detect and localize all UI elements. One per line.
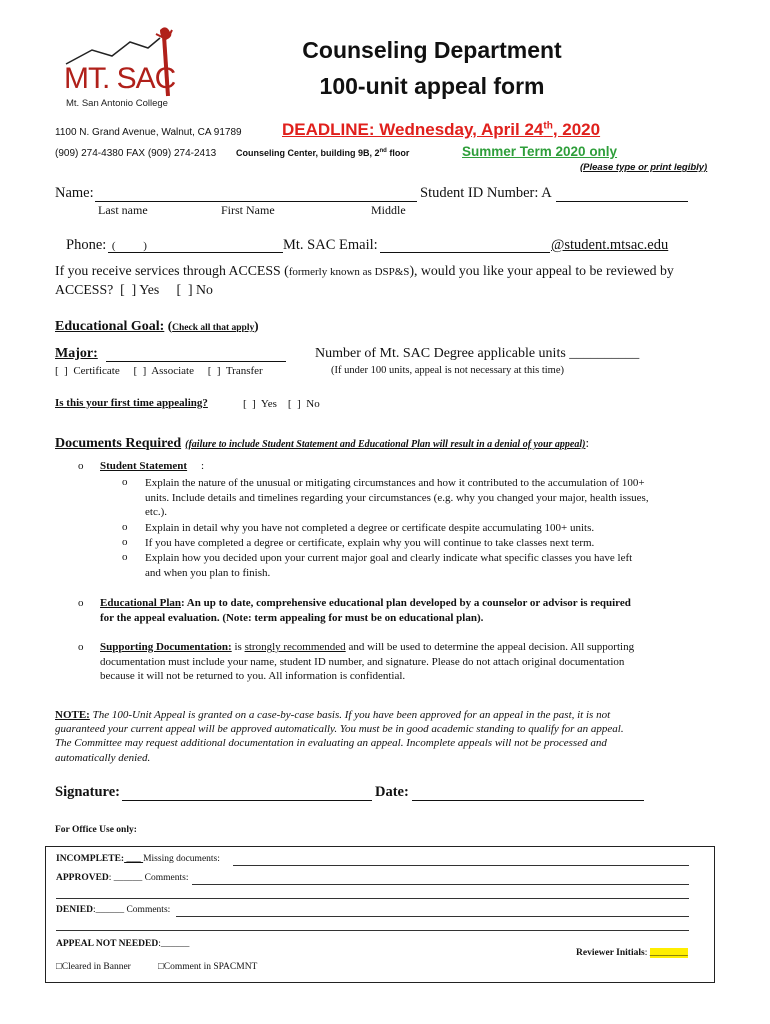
educational-plan: Educational Plan: An up to date, comprehensive educational plan developed by a counselor or advisor is required (100, 597, 631, 609)
student-statement-label: Student Statement (100, 460, 188, 472)
page-title-line1: Counseling Department (302, 37, 562, 63)
phone-label: Phone: ( ) (66, 237, 147, 253)
note: NOTE: The 100-Unit Appeal is granted on a case-by-case basis. If you have been approved for an appeal in the past, it is not (55, 709, 611, 721)
term: Summer Term 2020 only (462, 144, 618, 159)
goal-options[interactable]: [ ] Certificate [ ] Associate [ ] Transfer (55, 365, 263, 377)
educational-plan-line2: for the appeal evaluation. (Note: term appealing for must be on educational plan). (100, 612, 484, 624)
statement-item-1c: etc.). (145, 506, 167, 518)
sub-bullet: o (122, 536, 128, 548)
instruction: (Please type or print legibly) (580, 162, 708, 173)
statement-item-1b: units. Include details and timelines regarding your circumstances (e.g. why you changed your major, health issues, (145, 492, 649, 504)
note-line2: guaranteed your current appeal will be approved automatically. You must be in good academic standing to qualify for an appeal. (55, 723, 624, 735)
approved-comments-line2[interactable] (56, 898, 689, 899)
sub-bullet: o (122, 476, 128, 488)
student-id-label: Student ID Number: A (420, 185, 552, 201)
student-id-field[interactable] (556, 186, 688, 202)
statement-item-4b: and when you plan to finish. (145, 567, 271, 579)
phone-field[interactable] (108, 238, 283, 253)
access-options[interactable]: ACCESS? [ ] Yes [ ] No (55, 282, 213, 297)
statement-item-4: Explain how you decided upon your current major goal and clearly indicate what specific classes you have left (145, 552, 633, 564)
bullet-statement: o (78, 460, 84, 472)
phone-fax: (909) 274-4380 FAX (909) 274-2413 (55, 148, 217, 159)
note-line4: automatically denied. (55, 752, 151, 764)
approved-comments-field[interactable] (192, 884, 689, 885)
signature-label: Signature: (55, 784, 120, 800)
access-question: If you receive services through ACCESS (formerly known as DSP&S), would you like your appeal to be reviewed by (55, 263, 674, 278)
sub-bullet: o (122, 521, 128, 533)
denied-comments-field[interactable] (176, 916, 689, 917)
comment-in-spacmnt-checkbox[interactable]: □Comment in SPACMNT (158, 962, 258, 972)
statement-item-3: If you have completed a degree or certificate, explain why you will continue to take classes next term. (145, 537, 595, 549)
first-time-label: Is this your first time appealing? (55, 397, 208, 409)
cleared-in-banner-checkbox[interactable]: □Cleared in Banner (56, 962, 131, 972)
missing-documents-field[interactable] (233, 865, 689, 866)
denied-row: DENIED:______ Comments: (56, 905, 171, 915)
approved-row: APPROVED: ______ Comments: (56, 873, 189, 883)
first-time-options[interactable]: [ ] Yes [ ] No (243, 398, 320, 410)
signature-field[interactable] (122, 785, 372, 801)
email-label: Mt. SAC Email: (283, 237, 378, 253)
reviewer-initials-field[interactable]: ________ (649, 948, 688, 958)
middle-caption: Middle (371, 203, 406, 217)
email-domain: @student.mtsac.edu (551, 237, 669, 253)
major-field[interactable] (106, 347, 286, 362)
date-label: Date: (375, 784, 409, 800)
email-field[interactable] (380, 238, 550, 253)
major-label: Major: (55, 346, 98, 361)
page-title-line2: 100-unit appeal form (319, 73, 545, 99)
note-line3: The Committee may request additional documentation in evaluating an appeal. Incomplete appeals will not be processed and (55, 737, 607, 749)
bullet-plan: o (78, 597, 84, 609)
address: 1100 N. Grand Avenue, Walnut, CA 91789 (55, 127, 242, 138)
first-name-caption: First Name (221, 203, 275, 217)
documents-heading: Documents Required (failure to include Student Statement and Educational Plan will result in a denial of your appeal): (55, 435, 590, 451)
supporting-line2: documentation must include your name, student ID number, and signature. Please do not attach original documentation (100, 656, 625, 668)
denied-comments-line2[interactable] (56, 930, 689, 931)
incomplete-row: INCOMPLETE: ___ Missing documents: (56, 854, 220, 864)
last-name-caption: Last name (98, 203, 148, 217)
statement-item-2: Explain in detail why you have not completed a degree or certificate despite accumulating 100+ units. (145, 522, 595, 534)
office-use-heading: For Office Use only: (55, 825, 137, 835)
deadline: DEADLINE: Wednesday, April 24th, 2020 (282, 120, 601, 139)
supporting-line3: because it will not be returned to you. All information is confidential. (100, 670, 406, 682)
units-note: (If under 100 units, appeal is not necessary at this time) (331, 365, 564, 376)
office-use-box (45, 846, 715, 983)
college-logo (52, 26, 192, 112)
statement-item-1: Explain the nature of the unusual or mitigating circumstances and how it contributed to the accumulation of 100+ (145, 477, 645, 489)
name-field[interactable] (95, 186, 417, 202)
supporting-documentation: Supporting Documentation: is strongly recommended and will be used to determine the appeal decision. All supporting (100, 641, 635, 653)
not-needed-row: APPEAL NOT NEEDED:______ (56, 939, 190, 949)
bullet-support: o (78, 641, 84, 653)
educational-goal-heading: Educational Goal: (Check all that apply) (55, 318, 259, 334)
units-label[interactable]: Number of Mt. SAC Degree applicable units __________ (315, 346, 640, 361)
logo-subtitle: Mt. San Antonio College (66, 98, 168, 109)
name-label: Name: (55, 185, 94, 201)
reviewer-initials: Reviewer Initials: ________ (576, 948, 688, 958)
location: Counseling Center, building 9B, 2nd floor (236, 148, 410, 158)
logo-wordmark: MT. SAC (64, 62, 176, 95)
sub-bullet: o (122, 551, 128, 563)
date-field[interactable] (412, 785, 644, 801)
